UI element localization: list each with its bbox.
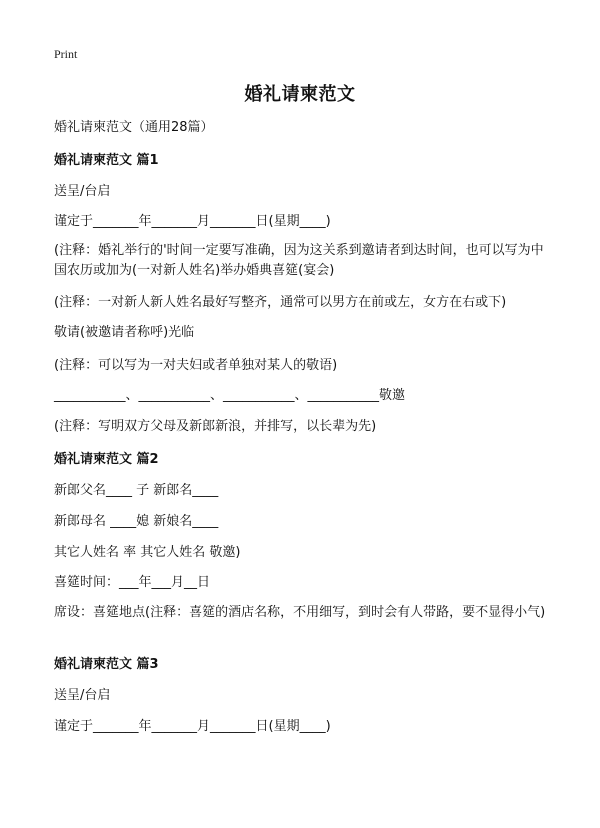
section-heading-3: 婚礼请柬范文 篇3	[54, 657, 159, 672]
paragraph: 喜筵时间：___年___月__日	[54, 575, 211, 590]
paragraph: 敬请(被邀请者称呼)光临	[54, 325, 195, 340]
paragraph: (注释：可以写为一对夫妇或者单独对某人的敬语)	[54, 358, 338, 373]
paragraph: 谨定于_______年_______月_______日(星期____)	[54, 719, 331, 734]
paragraph: (注释：写明双方父母及新郎新浪，并排写，以长辈为先)	[54, 419, 377, 434]
paragraph: 新郎母名 ____媳 新娘名____	[54, 514, 219, 529]
paragraph: (注释：婚礼举行的'时间一定要写准确，因为这关系到邀请者到达时间，也可以写为中国农历或加为(一对新人姓名)举办婚典喜筵(宴会)	[54, 243, 544, 278]
paragraph: ___________、___________、___________、___________敬邀	[54, 388, 406, 403]
paragraph: 送呈/台启	[54, 688, 111, 703]
print-label: Print	[54, 47, 78, 61]
section-heading-2: 婚礼请柬范文 篇2	[54, 452, 159, 467]
page-title: 婚礼请柬范文	[244, 84, 356, 105]
paragraph: 席设：喜筵地点(注释：喜筵的酒店名称，不用细写，到时会有人带路，要不显得小气)	[54, 605, 546, 620]
paragraph: (注释：一对新人新人姓名最好写整齐，通常可以男方在前或左，女方在右或下)	[54, 295, 507, 310]
paragraph: 新郎父名____ 子 新郎名____	[54, 483, 219, 498]
section-heading-1: 婚礼请柬范文 篇1	[54, 153, 159, 168]
paragraph: 其它人姓名 率 其它人姓名 敬邀)	[54, 545, 241, 560]
paragraph: 送呈/台启	[54, 184, 111, 199]
paragraph: 谨定于_______年_______月_______日(星期____)	[54, 214, 331, 229]
subtitle: 婚礼请柬范文（通用28篇）	[54, 120, 214, 135]
